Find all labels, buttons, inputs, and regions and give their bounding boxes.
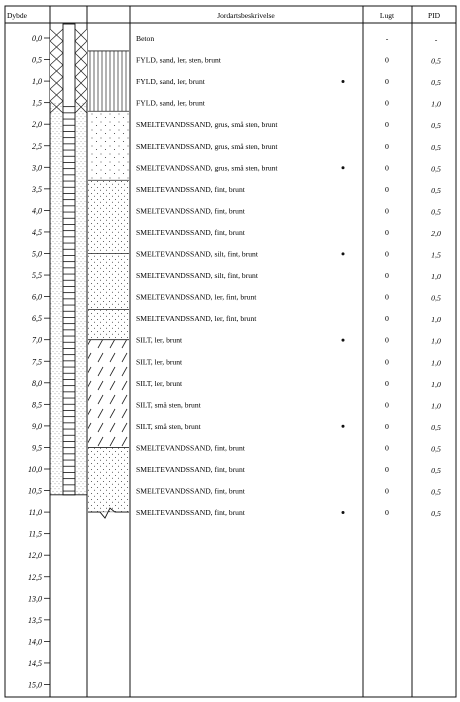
sample-marker-dot bbox=[342, 511, 345, 514]
odor-value: 0 bbox=[385, 400, 389, 410]
depth-label: 15,0 bbox=[28, 680, 42, 690]
well-seal bbox=[50, 29, 63, 103]
pid-value: 0,5 bbox=[431, 509, 441, 519]
table-row bbox=[136, 293, 441, 303]
pid-value: 0,5 bbox=[431, 422, 441, 432]
stratum-vertical-lines bbox=[88, 51, 129, 111]
depth-label: 5,0 bbox=[32, 249, 42, 259]
well-seal bbox=[75, 29, 87, 103]
odor-value: 0 bbox=[385, 184, 389, 194]
pid-value: 0,5 bbox=[431, 56, 441, 66]
header-description: Jordartsbeskrivelse bbox=[217, 11, 275, 20]
depth-label: 11,5 bbox=[28, 529, 42, 539]
depth-axis bbox=[28, 34, 50, 690]
table-row bbox=[136, 185, 441, 195]
pid-value: 1,5 bbox=[431, 250, 441, 260]
pid-value: 0,5 bbox=[431, 487, 441, 497]
depth-label: 12,5 bbox=[28, 572, 42, 582]
table-row bbox=[136, 379, 441, 389]
table-row bbox=[136, 508, 441, 518]
odor-value: 0 bbox=[385, 163, 389, 173]
odor-value: 0 bbox=[385, 421, 389, 431]
table-row bbox=[136, 34, 438, 44]
depth-label: 7,0 bbox=[32, 335, 42, 345]
depth-label: 2,0 bbox=[32, 120, 42, 130]
stratum-blank bbox=[88, 38, 129, 51]
depth-label: 5,5 bbox=[32, 271, 42, 281]
table-row bbox=[136, 77, 441, 87]
table-row bbox=[136, 250, 441, 260]
description: Beton bbox=[136, 34, 155, 43]
description: FYLD, sand, ler, sten, brunt bbox=[136, 55, 221, 65]
odor-value: 0 bbox=[385, 227, 389, 237]
description: SMELTEVANDSSAND, fint, brunt bbox=[136, 227, 245, 237]
header-depth: Dybde bbox=[7, 11, 27, 20]
pid-value: 1,0 bbox=[431, 358, 441, 368]
depth-label: 2,5 bbox=[32, 141, 42, 151]
pid-value: - bbox=[434, 35, 438, 44]
depth-label: 12,0 bbox=[28, 551, 42, 561]
table-row bbox=[136, 56, 441, 66]
stratum-dots-fine bbox=[88, 254, 129, 310]
description: SMELTEVANDSSAND, grus, små sten, brunt bbox=[136, 141, 278, 151]
odor-value: 0 bbox=[385, 98, 389, 108]
sample-marker-dot bbox=[342, 166, 345, 169]
odor-value: 0 bbox=[385, 465, 389, 474]
odor-value: 0 bbox=[385, 486, 389, 496]
depth-label: 8,5 bbox=[32, 400, 42, 410]
depth-label: 11,0 bbox=[28, 508, 42, 518]
stratum-dots-fine bbox=[88, 180, 129, 253]
description: SILT, små sten, brunt bbox=[136, 400, 201, 410]
pid-value: 0,5 bbox=[431, 78, 441, 88]
depth-label: 6,0 bbox=[32, 292, 42, 302]
depth-label: 14,5 bbox=[28, 658, 42, 668]
pid-value: 0,5 bbox=[431, 207, 441, 217]
description: SMELTEVANDSSAND, fint, brunt bbox=[136, 508, 245, 518]
description: SILT, små sten, brunt bbox=[136, 421, 201, 431]
table-row bbox=[136, 142, 441, 152]
pid-value: 0,5 bbox=[431, 444, 441, 454]
pid-value: 0,5 bbox=[431, 293, 441, 303]
depth-label: 10,0 bbox=[28, 465, 42, 474]
description: SMELTEVANDSSAND, silt, fint, brunt bbox=[136, 249, 258, 259]
stratum-dots-fine bbox=[88, 447, 129, 512]
depth-label: 14,0 bbox=[28, 637, 42, 647]
odor-value: 0 bbox=[385, 77, 389, 87]
description: SMELTEVANDSSAND, ler, fint, brunt bbox=[136, 314, 257, 324]
odor-value: 0 bbox=[385, 357, 389, 367]
pid-value: 0,5 bbox=[431, 142, 441, 152]
depth-label: 3,5 bbox=[32, 184, 42, 194]
pid-value: 0,5 bbox=[431, 466, 441, 475]
table-row bbox=[136, 400, 441, 410]
depth-label: 9,0 bbox=[32, 421, 42, 431]
description: SILT, ler, brunt bbox=[136, 378, 183, 388]
stratum-slashes bbox=[88, 340, 129, 448]
header-odor: Lugt bbox=[379, 11, 395, 20]
strata-column bbox=[88, 38, 129, 522]
pid-value: 1,0 bbox=[431, 99, 441, 109]
depth-label: 13,5 bbox=[28, 615, 42, 625]
table-row bbox=[136, 206, 441, 216]
table-row bbox=[136, 422, 441, 432]
table-row bbox=[136, 443, 441, 453]
description: SMELTEVANDSSAND, fint, brunt bbox=[136, 206, 245, 216]
depth-label: 0,5 bbox=[32, 55, 42, 65]
depth-label: 3,0 bbox=[32, 163, 42, 173]
table-row bbox=[136, 487, 441, 497]
description: SMELTEVANDSSAND, ler, fint, brunt bbox=[136, 292, 257, 302]
sample-marker-dot bbox=[342, 339, 345, 342]
depth-label: 1,0 bbox=[32, 77, 42, 87]
depth-label: 7,5 bbox=[32, 357, 42, 367]
table-row bbox=[136, 357, 441, 367]
description: SMELTEVANDSSAND, fint, brunt bbox=[136, 184, 245, 194]
table-row bbox=[136, 465, 441, 475]
description: FYLD, sand, ler, brunt bbox=[136, 98, 205, 108]
depth-label: 13,0 bbox=[28, 594, 42, 604]
sample-marker-dot bbox=[342, 425, 345, 428]
description: SILT, ler, brunt bbox=[136, 357, 183, 367]
description: SMELTEVANDSSAND, fint, brunt bbox=[136, 443, 245, 453]
hole-bottom-mask bbox=[88, 512, 129, 522]
depth-label: 4,0 bbox=[32, 206, 42, 216]
depth-label: 6,5 bbox=[32, 314, 42, 324]
description: SMELTEVANDSSAND, fint, brunt bbox=[136, 465, 245, 474]
pid-value: 0,5 bbox=[431, 164, 441, 174]
depth-label: 4,5 bbox=[32, 227, 42, 237]
sample-marker-dot bbox=[342, 80, 345, 83]
table-row bbox=[136, 314, 441, 324]
table-row bbox=[136, 228, 441, 238]
odor-value: - bbox=[385, 34, 389, 43]
well-column bbox=[50, 24, 87, 495]
pid-value: 1,0 bbox=[431, 272, 441, 282]
header-pid: PID bbox=[427, 11, 441, 20]
pid-value: 1,0 bbox=[431, 315, 441, 325]
pid-value: 1,0 bbox=[431, 336, 441, 346]
description: SMELTEVANDSSAND, fint, brunt bbox=[136, 486, 245, 496]
odor-value: 0 bbox=[385, 443, 389, 453]
odor-value: 0 bbox=[385, 292, 389, 302]
pid-value: 0,5 bbox=[431, 121, 441, 131]
description: SMELTEVANDSSAND, silt, fint, brunt bbox=[136, 271, 258, 281]
sample-marker-dot bbox=[342, 252, 345, 255]
odor-value: 0 bbox=[385, 120, 389, 130]
table-row bbox=[136, 120, 441, 130]
depth-label: 9,5 bbox=[32, 443, 42, 453]
stratum-dots-sparse bbox=[88, 111, 129, 180]
odor-value: 0 bbox=[385, 206, 389, 216]
pid-value: 2,0 bbox=[431, 228, 441, 238]
pid-value: 0,5 bbox=[431, 185, 441, 195]
description: SILT, ler, brunt bbox=[136, 335, 183, 345]
pid-value: 1,0 bbox=[431, 379, 441, 389]
odor-value: 0 bbox=[385, 271, 389, 281]
sample-rows bbox=[136, 34, 441, 518]
description: SMELTEVANDSSAND, grus, små sten, brunt bbox=[136, 120, 278, 130]
table-row bbox=[136, 336, 441, 346]
odor-value: 0 bbox=[385, 249, 389, 259]
table-row bbox=[136, 163, 441, 173]
depth-label: 0,0 bbox=[32, 34, 42, 43]
description: FYLD, sand, ler, brunt bbox=[136, 77, 205, 87]
description: SMELTEVANDSSAND, grus, små sten, brunt bbox=[136, 163, 278, 173]
odor-value: 0 bbox=[385, 378, 389, 388]
odor-value: 0 bbox=[385, 141, 389, 151]
table-row bbox=[136, 99, 441, 109]
pid-value: 1,0 bbox=[431, 401, 441, 411]
odor-value: 0 bbox=[385, 314, 389, 324]
stratum-dots-fine bbox=[88, 310, 129, 340]
table-row bbox=[136, 271, 441, 281]
depth-label: 10,5 bbox=[28, 486, 42, 496]
odor-value: 0 bbox=[385, 55, 389, 65]
depth-label: 8,0 bbox=[32, 378, 42, 388]
well-pipe bbox=[63, 24, 75, 495]
odor-value: 0 bbox=[385, 508, 389, 518]
depth-label: 1,5 bbox=[32, 98, 42, 108]
odor-value: 0 bbox=[385, 335, 389, 345]
